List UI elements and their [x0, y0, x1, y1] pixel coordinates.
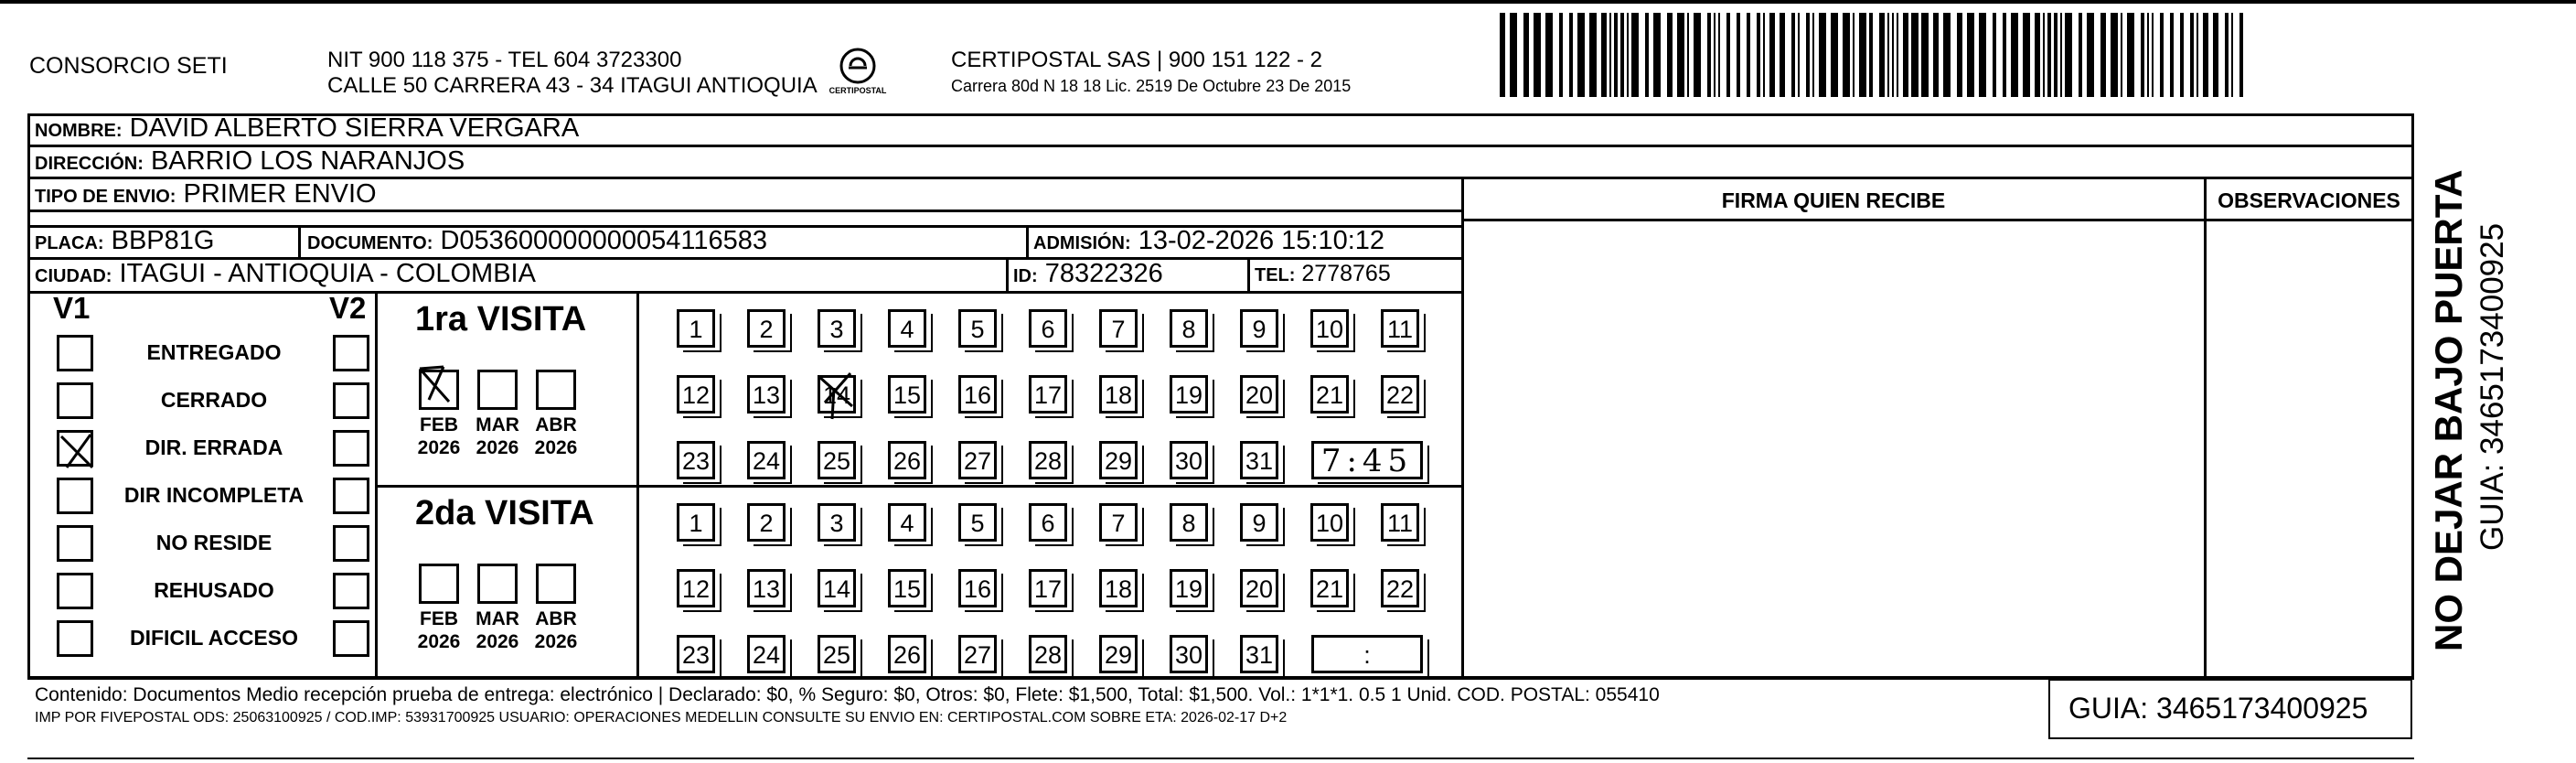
day-checkbox[interactable]: 3 [818, 309, 856, 348]
day-checkbox[interactable]: 10 [1310, 309, 1349, 348]
barcode-bar [2060, 13, 2062, 97]
barcode-bar [2100, 13, 2106, 97]
month-year: 2026 [476, 631, 519, 652]
day-checkbox[interactable]: 6 [1029, 309, 1067, 348]
status-option-label: ENTREGADO [146, 340, 282, 364]
barcode-bar [2121, 13, 2122, 97]
day-checkbox[interactable]: 1 [677, 309, 715, 348]
status-option-label: CERRADO [160, 388, 268, 412]
col-rule [1461, 177, 1464, 678]
barcode-bar [1726, 13, 1730, 97]
month-label [468, 414, 527, 459]
barcode-bar [1993, 13, 1996, 97]
first-visit-title: 1ra VISITA [415, 300, 587, 339]
month-year: 2026 [417, 631, 461, 652]
documento-label: DOCUMENTO: [307, 233, 433, 253]
barcode-bar [2160, 13, 2164, 97]
day-checkbox[interactable]: 17 [1029, 375, 1067, 414]
status-option-label: NO RESIDE [155, 531, 273, 554]
barcode-bar [1653, 13, 1661, 97]
v2-checkbox[interactable] [333, 620, 369, 657]
v2-label: V2 [329, 291, 367, 325]
barcode-bar [1979, 13, 1986, 97]
nombre-value: DAVID ALBERTO SIERRA VERGARA [129, 113, 580, 143]
barcode-bar [1534, 13, 1541, 97]
day-checkbox[interactable]: 11 [1381, 503, 1419, 542]
barcode-bar [1791, 13, 1795, 97]
v2-checkbox[interactable] [333, 430, 369, 467]
barcode-bar [1887, 13, 1889, 97]
barcode-bar [1589, 13, 1597, 97]
barcode-bar [1631, 13, 1639, 97]
day-checkbox[interactable]: 2 [747, 309, 786, 348]
barcode-bar [1806, 13, 1810, 97]
day-checkbox[interactable]: 22 [1381, 375, 1419, 414]
admision-value: 13-02-2026 15:10:12 [1138, 226, 1385, 255]
barcode-bar [2197, 13, 2198, 97]
day-checkbox[interactable]: 10 [1310, 503, 1349, 542]
barcode-bar [1694, 13, 1701, 97]
col-rule [375, 291, 378, 678]
barcode-bar [1627, 13, 1629, 97]
day-checkbox[interactable]: 19 [1170, 569, 1208, 607]
barcode-bar [1911, 13, 1919, 97]
barcode-bar [2043, 13, 2045, 97]
tipo-value: PRIMER ENVIO [183, 179, 377, 209]
day-checkbox[interactable]: 5 [958, 309, 997, 348]
id-value: 78322326 [1044, 259, 1163, 288]
barcode-bar [1879, 13, 1885, 97]
barcode-bar [1897, 13, 1898, 97]
barcode-bar [2180, 13, 2184, 97]
ciudad-label: CIUDAD: [35, 266, 112, 286]
second-visit-title: 2da VISITA [415, 494, 594, 532]
nit-line: NIT 900 118 375 - TEL 604 3723300 [327, 48, 682, 72]
direccion-field [35, 146, 465, 177]
barcode-bar [1714, 13, 1716, 97]
barcode-bar [2225, 13, 2229, 97]
day-checkbox[interactable]: 4 [888, 503, 926, 542]
row-rule [375, 485, 1463, 488]
barcode-bar [2054, 13, 2058, 97]
day-checkbox[interactable]: 18 [1099, 375, 1138, 414]
barcode-bar [1921, 13, 1929, 97]
day-checkbox[interactable]: 27 [958, 635, 997, 673]
month-name: MAR [476, 414, 519, 435]
day-checkbox[interactable]: 28 [1029, 635, 1067, 673]
month-label [527, 414, 585, 459]
day-checkbox[interactable]: 8 [1170, 309, 1208, 348]
barcode-bar [2152, 13, 2154, 97]
day-checkbox[interactable]: 19 [1170, 375, 1208, 414]
barcode-bar [1769, 13, 1775, 97]
barcode-bar [2047, 13, 2051, 97]
barcode-bar [2203, 13, 2208, 97]
day-checkbox[interactable]: 18 [1099, 569, 1138, 607]
day-checkbox[interactable]: 30 [1170, 441, 1208, 479]
col-rule [2204, 177, 2207, 678]
id-field [1013, 259, 1163, 289]
month-checkbox[interactable] [419, 370, 459, 410]
row-rule [1461, 219, 2414, 221]
col-rule [1026, 225, 1029, 258]
day-checkbox[interactable]: 13 [747, 375, 786, 414]
day-checkbox[interactable]: 31 [1240, 441, 1278, 479]
barcode-bar [2003, 13, 2006, 97]
barcode-bar [1903, 13, 1908, 97]
row-rule [27, 177, 2414, 179]
tel-value: 2778765 [1301, 261, 1391, 286]
top-rule [0, 0, 2576, 4]
month-checkbox[interactable] [419, 564, 459, 604]
nombre-field [35, 113, 579, 144]
month-name: ABR [535, 414, 577, 435]
certipostal-line: CERTIPOSTAL SAS | 900 151 122 - 2 [951, 48, 1322, 72]
day-checkbox[interactable]: 5 [958, 503, 997, 542]
day-checkbox[interactable]: 22 [1381, 569, 1419, 607]
barcode [1500, 13, 2250, 97]
day-checkbox[interactable]: 23 [677, 441, 715, 479]
barcode-bar [1645, 13, 1649, 97]
v2-checkbox[interactable] [333, 382, 369, 419]
side-guia: GUIA: 3465173400925 [2474, 222, 2510, 551]
second-visit-time[interactable]: : [1311, 635, 1423, 673]
documento-value: D053600000000054116583 [440, 226, 767, 255]
barcode-bar [2011, 13, 2018, 97]
col-rule [636, 291, 639, 678]
day-checkbox[interactable]: 4 [888, 309, 926, 348]
month-label [410, 414, 468, 459]
v2-checkbox[interactable] [333, 478, 369, 514]
id-label: ID: [1013, 266, 1038, 286]
month-name: FEB [420, 414, 458, 435]
barcode-bar [1747, 13, 1750, 97]
month-year: 2026 [534, 631, 578, 652]
barcode-bar [2065, 13, 2072, 97]
barcode-bar [1609, 13, 1611, 97]
day-checkbox[interactable]: 26 [888, 635, 926, 673]
placa-field [35, 226, 214, 256]
barcode-bar [1559, 13, 1563, 97]
day-checkbox[interactable]: 24 [747, 441, 786, 479]
day-checkbox[interactable]: 9 [1240, 309, 1278, 348]
barcode-bar [2111, 13, 2118, 97]
day-checkbox[interactable]: 16 [958, 569, 997, 607]
month-checkbox[interactable] [536, 564, 576, 604]
month-year: 2026 [534, 437, 578, 458]
barcode-bar [2170, 13, 2174, 97]
status-option-label: DIFICIL ACCESO [129, 626, 298, 650]
barcode-bar [1687, 13, 1689, 97]
barcode-bar [2127, 13, 2134, 97]
row-rule [27, 210, 1463, 212]
barcode-bar [1620, 13, 1624, 97]
barcode-bar [1869, 13, 1873, 97]
day-checkbox[interactable]: 11 [1381, 309, 1419, 348]
day-checkbox[interactable]: 29 [1099, 635, 1138, 673]
license-line: Carrera 80d N 18 18 Lic. 2519 De Octubre 23 De 2015 [951, 77, 1352, 95]
barcode-bar [2147, 13, 2149, 97]
barcode-bar [1843, 13, 1850, 97]
col-rule [1006, 257, 1009, 292]
barcode-bar [2239, 13, 2243, 97]
day-checkbox[interactable]: 14 [818, 375, 856, 414]
barcode-bar [1957, 13, 1962, 97]
barcode-bar [1569, 13, 1573, 97]
admision-label: ADMISIÓN: [1033, 233, 1131, 253]
documento-field [307, 226, 767, 256]
tel-field [1255, 261, 1391, 287]
day-checkbox[interactable]: 16 [958, 375, 997, 414]
month-year: 2026 [417, 437, 461, 458]
barcode-bar [1859, 13, 1866, 97]
barcode-bar [1523, 13, 1529, 97]
barcode-bar [1677, 13, 1684, 97]
status-option-label: DIR. ERRADA [144, 435, 283, 459]
direccion-value: BARRIO LOS NARANJOS [150, 146, 465, 176]
month-name: FEB [420, 608, 458, 629]
observaciones-header: OBSERVACIONES [2218, 188, 2400, 212]
v1-label: V1 [53, 291, 91, 325]
admision-field [1033, 226, 1384, 256]
barcode-bar [2141, 13, 2144, 97]
guia-box-text: GUIA: 3465173400925 [2068, 692, 2368, 725]
tel-label: TEL: [1255, 265, 1296, 285]
bottom-rule [27, 758, 2414, 759]
status-option-label: REHUSADO [154, 578, 274, 602]
day-checkbox[interactable]: 21 [1310, 375, 1349, 414]
barcode-bar [1757, 13, 1760, 97]
month-name: MAR [476, 608, 519, 629]
barcode-bar [1763, 13, 1765, 97]
day-checkbox[interactable]: 8 [1170, 503, 1208, 542]
day-checkbox[interactable]: 14 [818, 569, 856, 607]
firma-header: FIRMA QUIEN RECIBE [1721, 188, 1946, 212]
status-option-label: DIR INCOMPLETA [123, 483, 305, 507]
day-checkbox[interactable]: 12 [677, 569, 715, 607]
placa-label: PLACA: [35, 233, 104, 253]
day-checkbox[interactable]: 9 [1240, 503, 1278, 542]
day-checkbox[interactable]: 30 [1170, 635, 1208, 673]
month-label [527, 607, 585, 653]
day-checkbox[interactable]: 25 [818, 635, 856, 673]
day-checkbox[interactable]: 2 [747, 503, 786, 542]
day-checkbox[interactable]: 20 [1240, 569, 1278, 607]
barcode-bar [2023, 13, 2030, 97]
day-checkbox[interactable]: 24 [747, 635, 786, 673]
v2-checkbox[interactable] [333, 573, 369, 609]
day-checkbox[interactable]: 6 [1029, 503, 1067, 542]
barcode-bar [1967, 13, 1974, 97]
company-name: CONSORCIO SETI [29, 53, 228, 79]
day-checkbox[interactable]: 15 [888, 569, 926, 607]
barcode-bar [1819, 13, 1826, 97]
barcode-bar [2087, 13, 2094, 97]
day-checkbox[interactable]: 7 [1099, 309, 1138, 348]
month-checkbox[interactable] [536, 370, 576, 410]
barcode-bar [1510, 13, 1517, 97]
barcode-bar [2079, 13, 2082, 97]
day-checkbox[interactable]: 25 [818, 441, 856, 479]
barcode-bar [2231, 13, 2233, 97]
day-checkbox[interactable]: 7 [1099, 503, 1138, 542]
day-checkbox[interactable]: 3 [818, 503, 856, 542]
barcode-bar [1667, 13, 1673, 97]
barcode-bar [2035, 13, 2040, 97]
ciudad-field [35, 259, 536, 289]
month-label [410, 607, 468, 653]
day-checkbox[interactable]: 21 [1310, 569, 1349, 607]
barcode-bar [1780, 13, 1785, 97]
month-label [468, 607, 527, 653]
day-checkbox[interactable]: 17 [1029, 569, 1067, 607]
barcode-bar [1545, 13, 1553, 97]
day-checkbox[interactable]: 28 [1029, 441, 1067, 479]
day-checkbox[interactable]: 31 [1240, 635, 1278, 673]
placa-value: BBP81G [111, 226, 215, 255]
barcode-bar [1601, 13, 1607, 97]
first-visit-time[interactable]: 7:45 [1311, 441, 1423, 479]
barcode-bar [1831, 13, 1838, 97]
v2-checkbox[interactable] [333, 335, 369, 371]
col-rule [1247, 257, 1250, 292]
certipostal-logo [830, 44, 885, 99]
barcode-bar [2190, 13, 2194, 97]
barcode-bar [1943, 13, 1951, 97]
day-checkbox[interactable]: 15 [888, 375, 926, 414]
barcode-bar [2213, 13, 2218, 97]
tipo-field [35, 179, 377, 210]
nombre-label: NOMBRE: [35, 121, 123, 141]
tipo-label: TIPO DE ENVIO: [35, 187, 176, 207]
barcode-bar [1812, 13, 1814, 97]
imp-line: IMP POR FIVEPOSTAL ODS: 25063100925 / COD.IMP: 53931700925 USUARIO: OPERACIONES MEDELLIN CONSULTE SU ENVIO EN: CERTIPOSTAL.COM SOBRE ETA: 2026-02-17 D+2 [35, 710, 1288, 725]
day-checkbox[interactable]: 12 [677, 375, 715, 414]
barcode-bar [1853, 13, 1855, 97]
handwritten-x-icon [816, 370, 858, 421]
barcode-bar [1614, 13, 1618, 97]
contenido-line: Contenido: Documentos Medio recepción prueba de entrega: electrónico | Declarado: $0, % Seguro: $0, Otros: $0, Flete: $1,500, Total: $1,500. Vol.: 1*1*1. 0.5 1 Unid. COD. POSTAL: 055410 [35, 684, 1660, 705]
month-checkbox[interactable] [477, 370, 518, 410]
day-checkbox[interactable]: 1 [677, 503, 715, 542]
day-checkbox[interactable]: 26 [888, 441, 926, 479]
barcode-bar [1798, 13, 1800, 97]
direccion-label: DIRECCIÓN: [35, 154, 144, 174]
month-name: ABR [535, 608, 577, 629]
day-checkbox[interactable]: 23 [677, 635, 715, 673]
address-line: CALLE 50 CARRERA 43 - 34 ITAGUI ANTIOQUIA [327, 73, 818, 98]
day-checkbox[interactable]: 29 [1099, 441, 1138, 479]
no-dejar-bajo-puerta: NO DEJAR BAJO PUERTA [2427, 169, 2470, 651]
barcode-bar [1500, 13, 1505, 97]
barcode-bar [1737, 13, 1740, 97]
barcode-bar [1707, 13, 1711, 97]
month-checkbox[interactable] [477, 564, 518, 604]
v2-checkbox[interactable] [333, 525, 369, 562]
col-rule [298, 225, 301, 258]
barcode-bar [1933, 13, 1939, 97]
handwritten-x-icon [416, 363, 456, 403]
barcode-bar [1577, 13, 1585, 97]
month-year: 2026 [476, 437, 519, 458]
barcode-bar [1718, 13, 1720, 97]
day-checkbox[interactable]: 20 [1240, 375, 1278, 414]
logo-text: CERTIPOSTAL [828, 86, 887, 95]
ciudad-value: ITAGUI - ANTIOQUIA - COLOMBIA [119, 259, 536, 288]
day-checkbox[interactable]: 27 [958, 441, 997, 479]
barcode-bar [1892, 13, 1894, 97]
day-checkbox[interactable]: 13 [747, 569, 786, 607]
